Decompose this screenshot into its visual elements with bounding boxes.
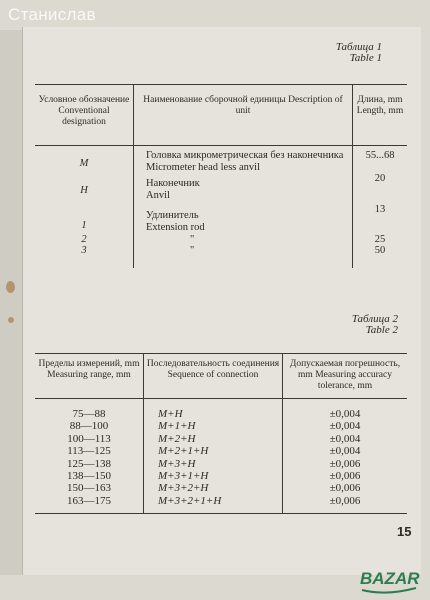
measuring-range: 125—138 xyxy=(35,458,144,470)
tolerance-value: ±0,006 xyxy=(329,457,361,470)
table2-header-sequence: Последовательность соединения Sequence of connection xyxy=(144,354,283,399)
table2-caption xyxy=(300,314,398,336)
unit-name-ru: Головка микрометрическая без наконечника xyxy=(146,150,344,161)
unit-name-en: Anvil xyxy=(146,190,170,201)
measuring-range: 88—100 xyxy=(35,420,144,432)
unit-length: 25 xyxy=(374,234,386,245)
measuring-range: 75—88 xyxy=(35,399,144,421)
table1-caption-ru: Таблица 1 xyxy=(335,41,382,53)
unit-name-ru: Наконечник xyxy=(146,178,200,189)
table-row xyxy=(35,146,407,174)
table-row xyxy=(35,458,407,470)
bazar-logo-icon xyxy=(356,563,428,597)
measuring-range: 113—125 xyxy=(35,445,144,457)
table1-units xyxy=(35,84,407,268)
unit-name-ru: " xyxy=(190,245,195,256)
unit-code: H xyxy=(35,173,134,202)
unit-length: 13 xyxy=(374,204,386,215)
table-row xyxy=(35,420,407,432)
table1-header-length: Длина, mm Length, mm xyxy=(353,85,408,146)
measuring-range: 138—150 xyxy=(35,470,144,482)
connection-sequence: M+3+2+H xyxy=(144,482,283,494)
measuring-range: 100—113 xyxy=(35,433,144,445)
table-row xyxy=(35,495,407,514)
tolerance-value: ±0,006 xyxy=(329,482,361,495)
connection-sequence: M+1+H xyxy=(144,420,283,432)
unit-code: 3 xyxy=(35,245,134,268)
table-row xyxy=(35,399,407,421)
unit-name-en: Micrometer head less anvil xyxy=(146,161,261,173)
connection-sequence: M+3+H xyxy=(144,458,283,470)
table2-ranges xyxy=(35,353,407,514)
rust-stain xyxy=(8,317,14,323)
unit-name-en: Extension rod xyxy=(146,222,205,233)
table-row xyxy=(35,470,407,482)
tolerance-value: ±0,006 xyxy=(329,470,361,483)
table2-header-tolerance: Допускаемая погрешность, mm Measuring accuracy tolerance, mm xyxy=(283,354,408,399)
table-row xyxy=(35,245,407,268)
unit-description xyxy=(134,202,353,234)
table-row xyxy=(35,173,407,202)
table1-header-description: Наименование сборочной единицы Description of unit xyxy=(134,85,353,146)
unit-code: 2 xyxy=(35,234,134,245)
table-row xyxy=(35,482,407,494)
unit-code: M xyxy=(35,146,134,174)
page-number: 15 xyxy=(397,524,412,539)
table-row xyxy=(35,234,407,245)
measuring-range: 150—163 xyxy=(35,482,144,494)
unit-description xyxy=(134,245,353,268)
table-row xyxy=(35,202,407,234)
table2-header-range: Пределы измерений, mm Measuring range, mm xyxy=(35,354,144,399)
connection-sequence: M+3+1+H xyxy=(144,470,283,482)
rust-stain xyxy=(6,281,15,293)
book-gutter xyxy=(0,30,22,575)
connection-sequence: M+2+H xyxy=(144,433,283,445)
unit-description xyxy=(134,173,353,202)
connection-sequence: M+H xyxy=(144,399,283,421)
table-row xyxy=(35,445,407,457)
unit-length: 50 xyxy=(374,245,386,256)
unit-name-ru: Удлинитель xyxy=(146,210,199,221)
unit-length: 20 xyxy=(374,173,386,184)
tolerance-value: ±0,004 xyxy=(329,420,361,433)
unit-description xyxy=(134,234,353,245)
tolerance-value: ±0,004 xyxy=(329,432,361,445)
table2-caption-en: Table 2 xyxy=(365,324,398,336)
connection-sequence: M+3+2+1+H xyxy=(144,495,283,514)
unit-description xyxy=(134,146,353,174)
logo-text: BAZAR xyxy=(360,569,420,588)
tolerance-value: ±0,004 xyxy=(329,408,361,420)
table1-header-designation: Условное обозначение Conventional designation xyxy=(35,85,134,146)
unit-length: 55...68 xyxy=(365,150,395,161)
watermark-text: Станислав xyxy=(8,5,96,24)
table1-caption xyxy=(300,42,382,64)
unit-code: 1 xyxy=(35,202,134,234)
table1-caption-en: Table 1 xyxy=(349,52,382,64)
table2-caption-ru: Таблица 2 xyxy=(351,313,398,325)
table2-header-row xyxy=(35,354,407,399)
connection-sequence: M+2+1+H xyxy=(144,445,283,457)
unit-name-ru: " xyxy=(190,234,195,245)
table1-header-row xyxy=(35,85,407,146)
tolerance-value: ±0,006 xyxy=(283,495,408,514)
table-row xyxy=(35,433,407,445)
tolerance-value: ±0,004 xyxy=(329,445,361,458)
measuring-range: 163—175 xyxy=(35,495,144,514)
